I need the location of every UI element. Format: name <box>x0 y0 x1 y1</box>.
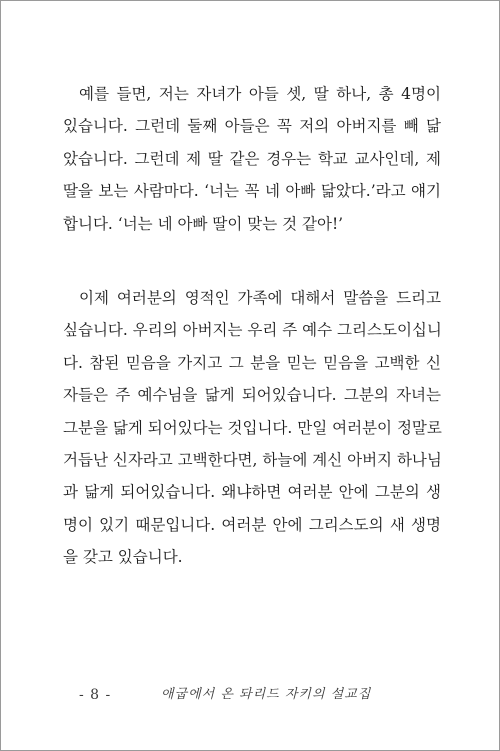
paragraph-line: 명이 있기 때문입니다. 여러분 안에 그리스도의 새 생명 <box>63 515 441 534</box>
paragraph-line: 다. 참된 믿음을 가지고 그 분을 믿는 믿음을 고백한 신 <box>63 353 441 372</box>
page-footer <box>1 685 499 705</box>
paragraph-2 <box>63 282 441 574</box>
paragraph-line: 그분을 닮게 되어있다는 것입니다. 만일 여러분이 정말로 <box>63 418 442 437</box>
paragraph-line: 과 닮게 되어있습니다. 왜냐하면 여러분 안에 그분의 생 <box>63 483 441 502</box>
paragraph-1 <box>63 78 441 240</box>
paragraph-line: 합니다. ‘너는 네 아빠 딸이 맞는 것 같아!’ <box>63 214 344 233</box>
paragraph-line: 이제 여러분의 영적인 가족에 대해서 말씀을 드리고 <box>79 289 441 307</box>
page-number: - 8 - <box>79 687 112 703</box>
paragraph-line: 싶습니다. 우리의 아버지는 우리 주 예수 그리스도이십니 <box>63 321 442 340</box>
paragraph-line: 았습니다. 그런데 제 딸 같은 경우는 학교 교사인데, 제 <box>63 149 441 168</box>
paragraph-line: 자들은 주 예수님을 닮게 되어있습니다. 그분의 자녀는 <box>63 386 441 405</box>
running-title: 애굽에서 온 돠리드 자키의 설교집 <box>161 687 372 702</box>
paragraph-line: 예를 들면, 저는 자녀가 아들 셋, 딸 하나, 총 4명이 <box>79 85 441 103</box>
paragraph-line: 거듭난 신자라고 고백한다면, 하늘에 계신 아버지 하나님 <box>63 450 442 469</box>
paragraph-line: 딸을 보는 사람마다. ‘너는 꼭 네 아빠 닮았다.’라고 얘기 <box>63 182 441 201</box>
paragraph-line: 있습니다. 그런데 둘째 아들은 꼭 저의 아버지를 빼 닮 <box>63 117 441 136</box>
paragraph-line: 을 갖고 있습니다. <box>63 548 183 567</box>
